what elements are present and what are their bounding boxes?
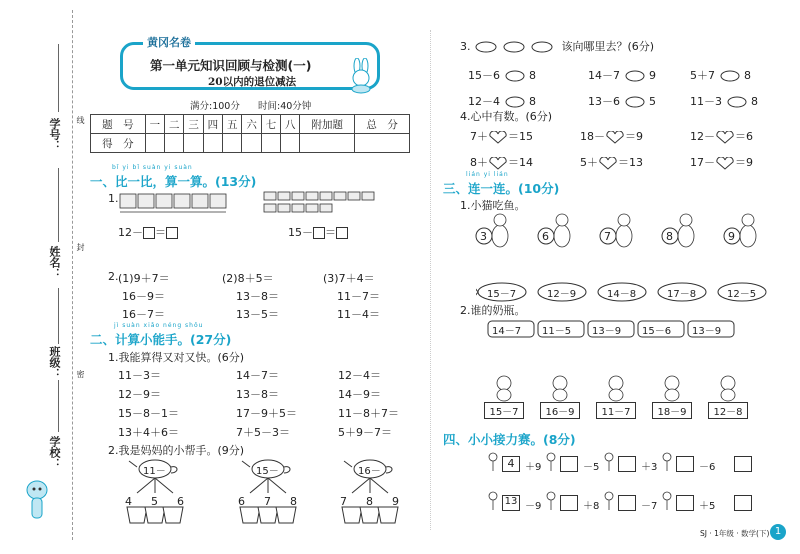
score-cell[interactable] <box>184 134 203 153</box>
mice-col-2: 14－7 9 13－6 5 <box>588 69 656 108</box>
q2-number: 2. <box>108 270 119 283</box>
relay-start: 13 <box>502 495 520 511</box>
mouse-icon <box>504 95 526 109</box>
mouse-icon <box>504 69 526 83</box>
compare-col-2: (2)8＋5＝ 13－8＝ 13－5＝ <box>222 272 279 321</box>
relay-row-1 <box>485 451 775 477</box>
section1-title: 一、比一比，算一算。(13分) <box>90 174 257 189</box>
monkey-label: 15－7 <box>484 402 524 419</box>
answer-box[interactable] <box>166 227 178 239</box>
heart-icon[interactable] <box>605 131 625 144</box>
relay-op: ＋3 <box>641 462 658 473</box>
q1-equation-a: 12－ ＝ <box>118 224 178 240</box>
name-field[interactable] <box>58 168 59 242</box>
monkey-label: 18－9 <box>652 402 692 419</box>
mouse-icon <box>624 69 646 83</box>
label-class: 班级： <box>48 346 61 379</box>
r-q4-title: 4.心中有数。(6分) <box>460 110 553 123</box>
cats-row <box>474 210 774 250</box>
score-header: 题 号 <box>91 115 146 134</box>
hearts-col-1: 7＋ ＝15 8＋ ＝14 <box>470 130 533 169</box>
teapot-3 <box>330 455 410 535</box>
relay-answer[interactable] <box>618 456 636 472</box>
monkey-label: 12－8 <box>708 402 748 419</box>
relay-op: －7 <box>641 501 658 512</box>
compare-col-3: (3)7＋4＝ 11－7＝ 11－4＝ <box>323 272 380 321</box>
s3-q1-title: 1.小猫吃鱼。 <box>460 199 526 212</box>
calc-col-2: 14－7＝ 13－8＝ 17－9＋5＝ 7＋5－3＝ <box>236 369 297 439</box>
s2-q1-title: 1.我能算得又对又快。(6分) <box>108 351 245 364</box>
monkey-label: 16－9 <box>540 402 580 419</box>
bottle-label: 11－5 <box>542 326 572 337</box>
class-field[interactable] <box>58 288 59 344</box>
bottle-label: 14－7 <box>492 326 522 337</box>
cat-number: 3 <box>480 230 487 243</box>
page-title: 第一单元知识回顾与检测(一) <box>150 58 312 73</box>
cat-number: 8 <box>666 230 673 243</box>
brand-badge: 黄冈名卷 <box>143 34 195 50</box>
label-school: 学校： <box>48 436 61 469</box>
fish-row <box>476 280 776 304</box>
relay-answer[interactable] <box>618 495 636 511</box>
teapot-label: 11－ <box>143 466 166 477</box>
score-cell[interactable] <box>145 134 164 153</box>
score-header: 三 <box>184 115 203 134</box>
teapot-num: 6 <box>238 495 245 508</box>
relay-answer[interactable] <box>734 495 752 511</box>
relay-op: ＋8 <box>583 501 600 512</box>
score-header: 五 <box>223 115 242 134</box>
page-divider <box>430 30 431 530</box>
mouse-icon <box>719 69 741 83</box>
mouse-icon <box>624 95 646 109</box>
teapot-num: 7 <box>264 495 271 508</box>
teapot-label: 16－ <box>358 466 381 477</box>
label-student-id: 学号： <box>48 118 61 151</box>
score-table <box>90 114 410 153</box>
score-header: 一 <box>145 115 164 134</box>
page-subtitle: 20以内的退位减法 <box>208 76 297 88</box>
teapot-num: 8 <box>290 495 297 508</box>
score-header: 六 <box>242 115 261 134</box>
calc-col-1: 11－3＝ 12－9＝ 15－8－1＝ 13＋4＋6＝ <box>118 369 179 439</box>
fish-label: 15－7 <box>487 289 517 300</box>
answer-box[interactable] <box>313 227 325 239</box>
score-header: 附加题 <box>300 115 355 134</box>
fish-label: 12－9 <box>547 289 577 300</box>
answer-box[interactable] <box>143 227 155 239</box>
heart-icon[interactable] <box>715 131 735 144</box>
mice-col-3: 5＋7 8 11－3 8 <box>690 69 758 108</box>
score-cell[interactable] <box>165 134 184 153</box>
cut-mark-secret: 密 <box>76 370 85 378</box>
teapot-num: 9 <box>392 495 399 508</box>
bottle-icons <box>486 318 786 340</box>
section2-title: 二、计算小能手。(27分) <box>90 332 232 347</box>
score-header: 八 <box>281 115 300 134</box>
s3-q2-title: 2.谁的奶瓶。 <box>460 304 526 317</box>
score-cell[interactable] <box>300 134 355 153</box>
relay-start: 4 <box>502 456 520 472</box>
full-score: 满分:100分 <box>190 101 240 112</box>
relay-answer[interactable] <box>560 456 578 472</box>
score-header: 四 <box>203 115 222 134</box>
fish-label: 17－8 <box>667 289 697 300</box>
fish-label: 14－8 <box>607 289 637 300</box>
relay-op: －9 <box>525 501 542 512</box>
teapot-2 <box>228 455 308 535</box>
school-field[interactable] <box>58 380 59 432</box>
hearts-col-2: 18－ ＝9 5＋ ＝13 <box>580 130 643 169</box>
monkey-label: 11－7 <box>596 402 636 419</box>
mouse-icon <box>726 95 748 109</box>
hearts-col-3: 12－ ＝6 17－ ＝9 <box>690 130 753 169</box>
section3-pinyin: lián yi lián <box>466 171 509 178</box>
cat-number: 6 <box>542 230 549 243</box>
relay-row-2 <box>485 490 775 516</box>
score-cell[interactable] <box>203 134 222 153</box>
s2-q2-title: 2.我是妈妈的小帮手。(9分) <box>108 444 245 457</box>
section3-title: 三、连一连。(10分) <box>443 181 560 196</box>
teapot-num: 4 <box>125 495 132 508</box>
label-name: 姓名： <box>48 246 61 279</box>
calc-col-3: 12－4＝ 14－9＝ 11－8＋7＝ 5＋9－7＝ <box>338 369 399 439</box>
teapot-num: 7 <box>340 495 347 508</box>
mice-col-1: 15－6 8 12－4 8 <box>468 69 536 108</box>
three-mice-icon <box>474 40 558 54</box>
drums-group-icon <box>118 190 228 216</box>
heart-icon[interactable] <box>598 157 618 170</box>
section4-title: 四、小小接力赛。(8分) <box>443 432 576 447</box>
section2-pinyin: jì suàn xiǎo néng shǒu <box>114 322 204 329</box>
teapot-label: 15－ <box>256 466 279 477</box>
student-id-field[interactable] <box>58 44 59 112</box>
section1-pinyin: bǐ yi bǐ suàn yi suàn <box>112 164 193 171</box>
relay-answer[interactable] <box>560 495 578 511</box>
teapot-1 <box>115 455 195 535</box>
relay-answer[interactable] <box>676 495 694 511</box>
heart-icon[interactable] <box>488 157 508 170</box>
score-cell[interactable] <box>355 134 410 153</box>
q1-number: 1. <box>108 192 119 205</box>
teapot-num: 5 <box>151 495 158 508</box>
score-header: 二 <box>165 115 184 134</box>
footer-text: SJ · 1年级 · 数学(下) <box>700 529 770 538</box>
cut-line <box>72 10 73 540</box>
answer-box[interactable] <box>336 227 348 239</box>
heart-icon[interactable] <box>488 131 508 144</box>
heart-icon[interactable] <box>715 157 735 170</box>
teapot-num: 8 <box>366 495 373 508</box>
relay-op: ＋5 <box>699 501 716 512</box>
score-cell[interactable] <box>242 134 261 153</box>
relay-op: －6 <box>699 462 716 473</box>
cat-number: 9 <box>728 230 735 243</box>
relay-answer[interactable] <box>676 456 694 472</box>
cut-mark-line: 线 <box>76 116 85 124</box>
teapot-num: 6 <box>177 495 184 508</box>
cut-mark-seal: 封 <box>76 243 85 251</box>
score-cell[interactable] <box>261 134 280 153</box>
bottle-label: 13－9 <box>592 326 622 337</box>
page-number: 1 <box>770 524 786 540</box>
monkeys-row <box>482 374 782 418</box>
score-cell[interactable] <box>223 134 242 153</box>
compare-col-1: (1)9＋7＝ 16－9＝ 16－7＝ <box>118 272 170 321</box>
score-row-label: 得 分 <box>91 134 146 153</box>
time-limit: 时间:40分钟 <box>258 101 312 112</box>
q1-equation-b: 15－ ＝ <box>288 224 348 240</box>
bottles-row <box>486 318 786 340</box>
rabbit-icon <box>343 58 377 94</box>
relay-op: －5 <box>583 462 600 473</box>
cat-number: 7 <box>604 230 611 243</box>
score-header: 总 分 <box>355 115 410 134</box>
score-cell[interactable] <box>281 134 300 153</box>
r-q3-title: 3. 该向哪里去？(6分) <box>460 40 655 53</box>
bottle-label: 15－6 <box>642 326 672 337</box>
score-header: 七 <box>261 115 280 134</box>
monkey-icons <box>482 374 782 402</box>
relay-answer[interactable] <box>734 456 752 472</box>
fish-label: 12－5 <box>727 289 757 300</box>
relay-op: ＋9 <box>525 462 542 473</box>
hats-group-icon <box>262 190 377 216</box>
bottle-label: 13－9 <box>692 326 722 337</box>
mascot-icon <box>22 476 52 526</box>
